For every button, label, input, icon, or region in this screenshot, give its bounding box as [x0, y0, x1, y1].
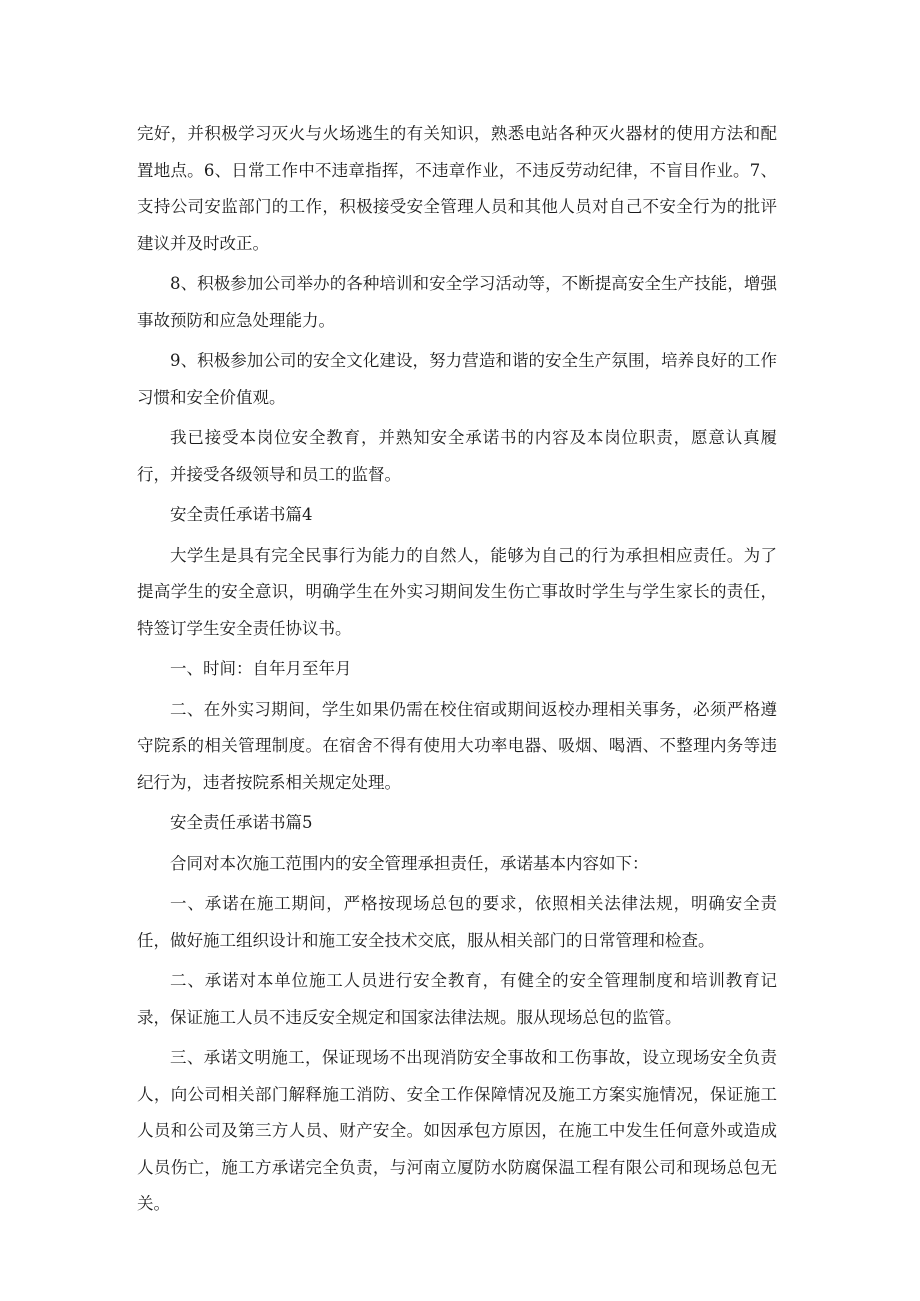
paragraph-acknowledgement: 我已接受本岗位安全教育，并熟知安全承诺书的内容及本岗位职责，愿意认真履行，并接受各级领导和员工的监督。	[137, 428, 777, 484]
paragraph-commitment-2: 二、承诺对本单位施工人员进行安全教育，有健全的安全管理制度和培训教育记录，保证施工人员不违反安全规定和国家法律法规。服从现场总包的监管。	[137, 971, 777, 1027]
paragraph-item-8: 8、积极参加公司举办的各种培训和安全学习活动等，不断提高安全生产技能，增强事故预防和应急处理能力。	[137, 274, 777, 330]
paragraph-rule-2: 二、在外实习期间，学生如果仍需在校住宿或期间返校办理相关事务，必须严格遵守院系的相关管理制度。在宿舍不得有使用大功率电器、吸烟、喝酒、不整理内务等违纪行为，违者按院系相关规定处理。	[137, 699, 777, 792]
paragraph-item-9: 9、积极参加公司的安全文化建设，努力营造和谐的安全生产氛围，培养良好的工作习惯和安全价值观。	[137, 351, 777, 407]
section-heading-5: 安全责任承诺书篇5	[170, 813, 313, 832]
paragraph-commitment-1: 一、承诺在施工期间，严格按现场总包的要求，依照相关法律法规，明确安全责任，做好施工组织设计和施工安全技术交底，服从相关部门的日常管理和检查。	[137, 894, 777, 950]
document-body	[137, 116, 777, 1223]
paragraph-continuation: 完好，并积极学习灭火与火场逃生的有关知识，熟悉电站各种灭火器材的使用方法和配置地点。6、日常工作中不违章指挥，不违章作业，不违反劳动纪律，不盲目作业。7、支持公司安监部门的工作，积极接受安全管理人员和其他人员对自己不安全行为的批评建议并及时改正。	[137, 124, 777, 253]
paragraph-intro-4: 大学生是具有完全民事行为能力的自然人，能够为自己的行为承担相应责任。为了提高学生的安全意识，明确学生在外实习期间发生伤亡事故时学生与学生家长的责任，特签订学生安全责任协议书。	[137, 545, 777, 638]
paragraph-intro-5: 合同对本次施工范围内的安全管理承担责任，承诺基本内容如下：	[170, 853, 649, 873]
section-heading-4: 安全责任承诺书篇4	[170, 505, 313, 524]
paragraph-commitment-3: 三、承诺文明施工，保证现场不出现消防安全事故和工伤事故，设立现场安全负责人，向公司相关部门解释施工消防、安全工作保障情况及施工方案实施情况，保证施工人员和公司及第三方人员、财产安全。如因承包方原因，在施工中发生任何意外或造成人员伤亡，施工方承诺完全负责，与河南立厦防水防腐保温工程有限公司和现场总包无关。	[137, 1048, 777, 1213]
paragraph-time: 一、时间：自年月至年月	[170, 659, 352, 678]
